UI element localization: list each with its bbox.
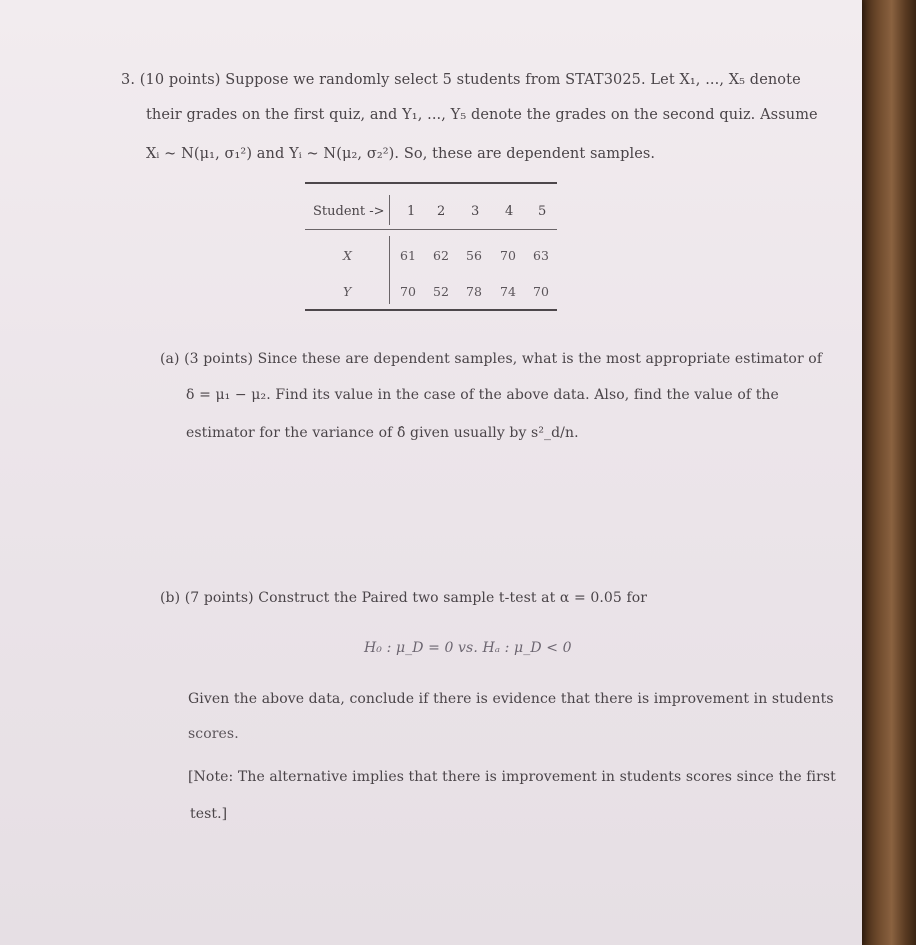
part-b-text-3: scores.	[188, 726, 239, 742]
table-header-student: 3	[471, 204, 480, 219]
table-cell: 70	[400, 284, 416, 299]
table-cell: 52	[433, 284, 449, 299]
part-a-text-1: (a) (3 points) Since these are dependent samples, what is the most appropriate estimator of	[160, 351, 823, 367]
table-header-divider	[389, 195, 390, 225]
table-header-student: 1	[407, 204, 416, 219]
table-surface	[862, 0, 916, 945]
part-b-line-3	[188, 726, 239, 742]
table-header-student: 4	[505, 204, 514, 219]
table-mid-rule	[305, 229, 557, 230]
question-line-3	[146, 146, 655, 162]
table-cell: 70	[500, 248, 516, 263]
part-a-text-3: estimator for the variance of δ̂ given usually by s²_d/n.	[186, 425, 579, 441]
table-body-divider	[389, 236, 390, 304]
part-a-line-3	[186, 425, 579, 441]
part-a-line-2	[186, 387, 779, 403]
question-number: 3.	[121, 72, 136, 88]
question-text-3: Xᵢ ~ N(μ₁, σ₁²) and Yᵢ ~ N(μ₂, σ₂²). So, these are dependent samples.	[146, 146, 656, 162]
part-a-text-2: δ = μ₁ − μ₂. Find its value in the case of the above data. Also, find the value of the	[186, 387, 779, 403]
table-top-rule	[305, 182, 557, 184]
hypothesis-line	[364, 640, 572, 656]
table-row-label: X	[343, 248, 352, 263]
question-line-1	[121, 72, 801, 88]
part-a-line-1	[160, 351, 822, 367]
question-text-2: their grades on the first quiz, and Y₁, ..., Y₅ denote the grades on the second quiz. Assume	[146, 107, 818, 123]
part-b-line-2	[188, 691, 834, 707]
question-text-1: Suppose we randomly select 5 students from STAT3025. Let X₁, ..., X₅ denote	[225, 72, 801, 88]
hypothesis-text: H₀ : μ_D = 0 vs. Hₐ : μ_D < 0	[364, 640, 572, 656]
question-points: (10 points)	[139, 72, 221, 88]
table-bottom-rule	[305, 309, 557, 311]
table-cell: 56	[466, 248, 482, 263]
note-text-1: [Note: The alternative implies that there is improvement in students scores since the first	[188, 769, 836, 785]
note-text-2: test.]	[190, 806, 228, 822]
table-cell: 78	[466, 284, 482, 299]
note-line-2	[190, 806, 227, 822]
part-b-line-1	[160, 590, 647, 606]
part-b-text-1: (b) (7 points) Construct the Paired two sample t-test at α = 0.05 for	[160, 590, 648, 606]
table-cell: 62	[433, 248, 449, 263]
note-line-1	[188, 769, 836, 785]
table-cell: 70	[533, 284, 549, 299]
table-cell: 61	[400, 248, 416, 263]
table-header-student: 2	[437, 204, 446, 219]
table-cell: 74	[500, 284, 516, 299]
table-header-label: Student ->	[313, 204, 385, 219]
question-line-2	[146, 107, 818, 123]
part-b-text-2: Given the above data, conclude if there is evidence that there is improvement in students	[188, 691, 834, 707]
table-cell: 63	[533, 248, 549, 263]
table-row-label: Y	[343, 284, 352, 299]
table-header-student: 5	[538, 204, 547, 219]
